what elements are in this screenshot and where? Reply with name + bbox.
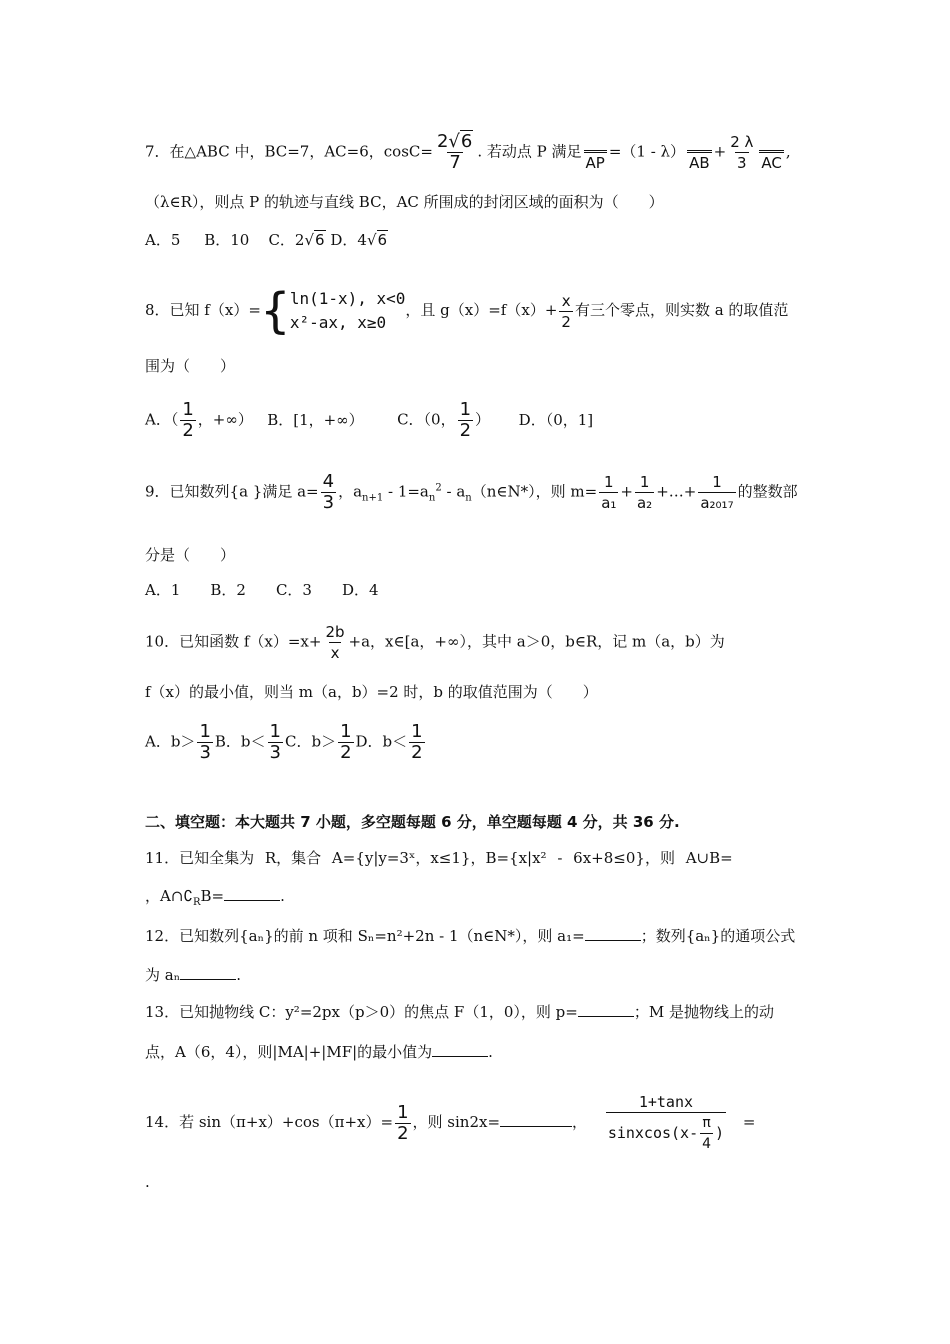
four-thirds-fraction: $\frac{4}{3}$ [322,471,335,513]
q11-answer-blank[interactable] [224,900,280,901]
q9-line1: 9．已知数列{a }满足 a= $\frac{4}{3}$ ，$a_{n+1} - 1=a_n^2$ - $a_n(n\in N*)$，则 m= $\frac{1}{\text{a₁}}$ + $\frac{1}{\text{a₂}}$ +…+ $\frac{1}{\text{a₂₀₁₇}}$ 的整数部 [145,471,798,513]
q14-line1: 14．若 sin（π+x）+cos（π+x）= $\frac{1}{2}$ ，则 sin2x= ， 1+tanx sinxcos(x- $\frac{\pi}{4}$ ) = [145,1093,756,1152]
q8-option-c: C．（0， $\frac{1}{2}$ ） [397,399,491,441]
q8-line1: 8．已知 f（x）= { ln(1-x), x<0 x²-ax, x≥0 ，且 g（x）=f（x）+ $\frac{x}{2}$ 有三个零点，则实数 a 的取值范 [145,283,789,339]
q8-options: A．（ $\frac{1}{2}$ ，+∞） B．[1，+∞） C．（0， $\frac{1}{2}$ ） D．（0，1] [145,399,594,441]
q13-line1: 13．已知抛物线 C：y²=2px（p＞0）的焦点 F（1，0），则 p= ；M 是抛物线上的动 [145,1003,774,1021]
vector-ap: AP [585,154,605,172]
vector-ac: AC [761,154,782,172]
q14-half-fraction: $\frac{1}{2}$ [397,1101,409,1144]
q12-line2: 为 aₙ . [145,966,241,984]
q10-line2: f（x）的最小值，则当 m（a，b）=2 时，b 的取值范围为（ ） [145,683,598,701]
q8-line2: 围为（ ） [145,357,236,375]
q12-answer-blank-1[interactable] [585,940,641,941]
q9-line2: 分是（ ） [145,546,236,564]
q10-d-fraction: $\frac{1}{2}$ [411,721,423,763]
q12-answer-blank-2[interactable] [180,979,236,980]
q7-line2: （λ∈R），则点 P 的轨迹与直线 BC，AC 所围成的封闭区域的面积为（ ） [145,193,664,211]
q13-line2: 点，A（6，4），则|MA|+|MF|的最小值为 . [145,1043,493,1061]
q13-answer-blank-1[interactable] [578,1016,634,1017]
term-1-fraction: $\frac{1}{\text{a₁}}$ [601,473,617,512]
q11-line2: ，$A\cap∁_RB=$ . [145,887,285,908]
q14-expression-fraction: 1+tanx sinxcos(x- $\frac{\pi}{4}$ ) [607,1093,725,1152]
q10-a-fraction: $\frac{1}{3}$ [199,721,211,763]
q7-options: A．5 B．10 C．2√6 D．4√6 [145,231,388,249]
q8-option-a: A．（ $\frac{1}{2}$ ，+∞） [145,399,253,441]
q14-answer-blank-1[interactable] [500,1126,572,1127]
q12-line1: 12．已知数列{aₙ}的前 n 项和 Sₙ=n²+2n - 1（n∈N*），则 a₁= ；数列{aₙ}的通项公式 [145,927,796,945]
cos-fraction: $\frac{2√6}{7}$ [436,131,473,173]
q14-line2: . [145,1173,150,1191]
lambda-fraction: $\frac{2 \lambda}{3}$ [730,133,754,172]
piecewise-function: { ln(1-x), x<0 x²-ax, x≥0 [260,283,406,339]
q9-options: A．1 B．2 C．3 D．4 [145,581,379,599]
q7-text: 7．在△ABC 中，BC=7，AC=6，cosC= [145,142,433,161]
q11-line1: 11．已知全集为 R，集合 A={y|y=3ˣ，x≤1}，B={x|x² - 6x+8≤0}，则 A∪B= [145,849,733,867]
q7-option-d: D．4√6 [330,231,388,249]
term-2-fraction: $\frac{1}{\text{a₂}}$ [636,473,653,512]
2b-over-x-fraction: $\frac{2b}{x}$ [325,623,345,662]
q13-answer-blank-2[interactable] [432,1056,488,1057]
q10-b-fraction: $\frac{1}{3}$ [269,721,281,763]
section-2-heading: 二、填空题：本大题共 7 小题，多空题每题 6 分，单空题每题 4 分，共 36 分. [145,813,680,831]
x-half-fraction: $\frac{x}{2}$ [561,291,571,331]
q10-c-fraction: $\frac{1}{2}$ [340,721,352,763]
q7-line1: 7．在△ABC 中，BC=7，AC=6，cosC= $\frac{2√6}{7}$ . 若动点 P 满足 AP =（1 - λ） AB + $\frac{2 \lambda}{3}$ AC , [145,131,791,173]
q10-options: A．b＞ $\frac{1}{3}$ B．b＜ $\frac{1}{3}$ C．b＞ $\frac{1}{2}$ D．b＜ $\frac{1}{2}$ [145,721,423,763]
q7-option-c: C．2√6 [268,231,325,249]
term-2017-fraction: $\frac{1}{\text{a₂₀₁₇}}$ [700,473,734,512]
q10-line1: 10．已知函数 f（x）=x+ $\frac{2b}{x}$ +a，x∈[a，+∞），其中 a＞0，b∈R，记 m（a，b）为 [145,623,725,662]
vector-ab: AB [689,154,710,172]
